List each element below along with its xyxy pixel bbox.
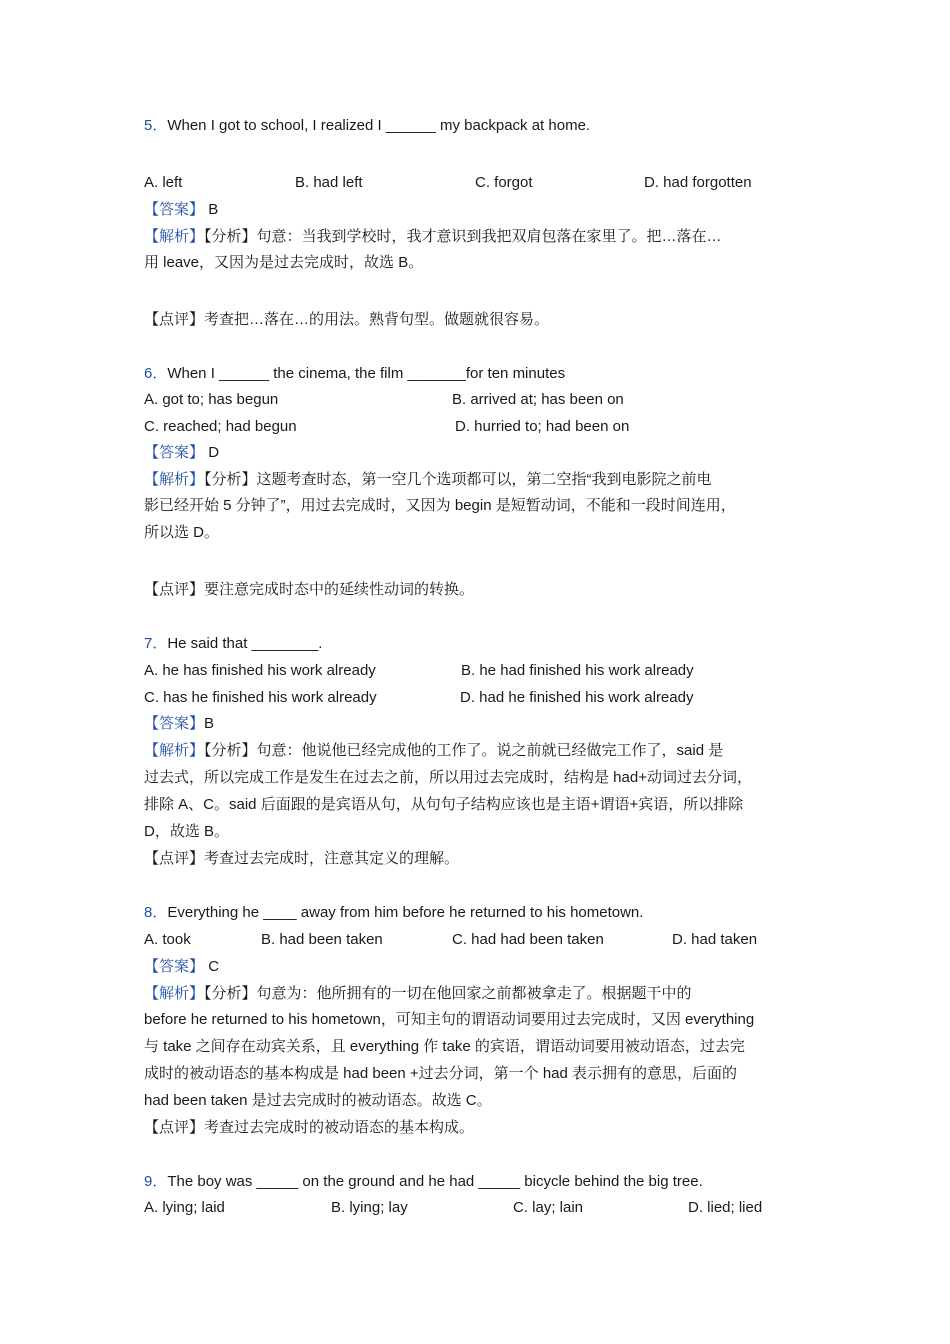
question-7-stem — [144, 634, 322, 654]
answer-tag: 【答案】 — [144, 201, 205, 218]
answer-tag: 【答案】 — [144, 958, 205, 975]
question-9-option-b: B. lying; lay — [331, 1199, 408, 1216]
question-5-option-a: A. left — [144, 174, 183, 191]
question-9-option-c: C. lay; lain — [513, 1199, 584, 1216]
question-7-analysis-line-3: 排除 A、C。said 后面跟的是宾语从句，从句句子结构应该也是主语+谓语+宾语，所以排除 — [144, 796, 744, 813]
question-5-option-d: D. had forgotten — [644, 174, 752, 191]
question-7-analysis-line-2: 过去式，所以完成工作是发生在过去之前，所以用过去完成时，结构是 had+动词过去分词， — [144, 769, 752, 786]
question-8-option-c: C. had had been taken — [452, 931, 604, 948]
question-7-analysis-line-4: D，故选 B。 — [144, 823, 230, 840]
question-text: He said that ________. — [167, 635, 323, 652]
question-5-analysis-line-2: 用 leave，又因为是过去完成时，故选 B。 — [144, 254, 424, 271]
question-7-answer — [144, 714, 214, 734]
answer-value: C — [208, 958, 220, 975]
question-5-analysis-line-1 — [144, 227, 722, 247]
question-8-option-a: A. took — [144, 931, 191, 948]
question-7-option-c: C. has he finished his work already — [144, 689, 377, 706]
question-8-analysis-line-4: 成时的被动语态的基本构成是 had been +过去分词，第一个 had 表示拥有的意思，后面的 — [144, 1065, 738, 1082]
question-8-comment: 【点评】考查过去完成时的被动语态的基本构成。 — [144, 1119, 475, 1136]
question-text: When I ______ the cinema, the film _______for ten minutes — [167, 365, 566, 382]
question-9-stem — [144, 1172, 703, 1192]
analysis-tag: 【解析】 — [144, 228, 205, 245]
question-5-option-b: B. had left — [295, 174, 363, 191]
analysis-text: 【分析】句意：他说他已经完成他的工作了。说之前就已经做完工作了，said 是 — [204, 742, 724, 759]
question-8-option-b: B. had been taken — [261, 931, 383, 948]
answer-value: B — [204, 715, 215, 732]
question-text: The boy was _____ on the ground and he had _____ bicycle behind the big tree. — [167, 1173, 703, 1190]
question-number: 9． — [144, 1173, 168, 1190]
question-text: Everything he ____ away from him before he returned to his hometown. — [167, 904, 644, 921]
question-6-option-a: A. got to; has begun — [144, 391, 279, 408]
answer-tag: 【答案】 — [144, 715, 205, 732]
question-number: 6． — [144, 365, 168, 382]
question-6-option-d: D. hurried to; had been on — [455, 418, 630, 435]
question-8-stem — [144, 903, 643, 923]
question-6-answer — [144, 443, 219, 463]
question-7-option-d: D. had he finished his work already — [460, 689, 694, 706]
question-8-analysis-line-5: had been taken 是过去完成时的被动语态。故选 C。 — [144, 1092, 492, 1109]
question-number: 7． — [144, 635, 168, 652]
question-6-comment: 【点评】要注意完成时态中的延续性动词的转换。 — [144, 581, 475, 598]
question-6-option-b: B. arrived at; has been on — [452, 391, 624, 408]
question-number: 8． — [144, 904, 168, 921]
question-6-analysis-line-2: 影已经开始 5 分钟了”，用过去完成时，又因为 begin 是短暂动词，不能和一段时间连用， — [144, 497, 736, 514]
analysis-tag: 【解析】 — [144, 985, 205, 1002]
question-6-analysis-line-3: 所以选 D。 — [144, 524, 220, 541]
question-6-analysis-line-1 — [144, 470, 712, 490]
question-text: When I got to school, I realized I ______ my backpack at home. — [167, 117, 591, 134]
answer-value: B — [208, 201, 219, 218]
question-7-option-a: A. he has finished his work already — [144, 662, 376, 679]
question-6-option-c: C. reached; had begun — [144, 418, 297, 435]
question-9-option-d: D. lied; lied — [688, 1199, 763, 1216]
question-5-answer — [144, 200, 218, 220]
analysis-text: 【分析】这题考查时态，第一空几个选项都可以，第二空指“我到电影院之前电 — [204, 471, 712, 488]
question-8-answer — [144, 957, 219, 977]
question-7-analysis-line-1 — [144, 741, 723, 761]
question-8-analysis-line-2: before he returned to his hometown，可知主句的谓语动词要用过去完成时，又因 everything — [144, 1011, 755, 1028]
analysis-text: 【分析】句意为：他所拥有的一切在他回家之前都被拿走了。根据题干中的 — [204, 985, 692, 1002]
analysis-tag: 【解析】 — [144, 742, 205, 759]
question-number: 5． — [144, 117, 168, 134]
analysis-tag: 【解析】 — [144, 471, 205, 488]
question-7-option-b: B. he had finished his work already — [461, 662, 694, 679]
analysis-text: 【分析】句意：当我到学校时，我才意识到我把双肩包落在家里了。把…落在… — [204, 228, 722, 245]
question-9-option-a: A. lying; laid — [144, 1199, 225, 1216]
question-5-stem — [144, 116, 590, 136]
question-8-option-d: D. had taken — [672, 931, 758, 948]
question-5-comment: 【点评】考查把…落在…的用法。熟背句型。做题就很容易。 — [144, 311, 550, 328]
question-8-analysis-line-1 — [144, 984, 692, 1004]
question-5-option-c: C. forgot — [475, 174, 533, 191]
question-7-comment: 【点评】考查过去完成时，注意其定义的理解。 — [144, 850, 460, 867]
answer-tag: 【答案】 — [144, 444, 205, 461]
answer-value: D — [208, 444, 220, 461]
question-6-stem — [144, 364, 565, 384]
question-8-analysis-line-3: 与 take 之间存在动宾关系，且 everything 作 take 的宾语，谓语动词要用被动语态，过去完 — [144, 1038, 745, 1055]
